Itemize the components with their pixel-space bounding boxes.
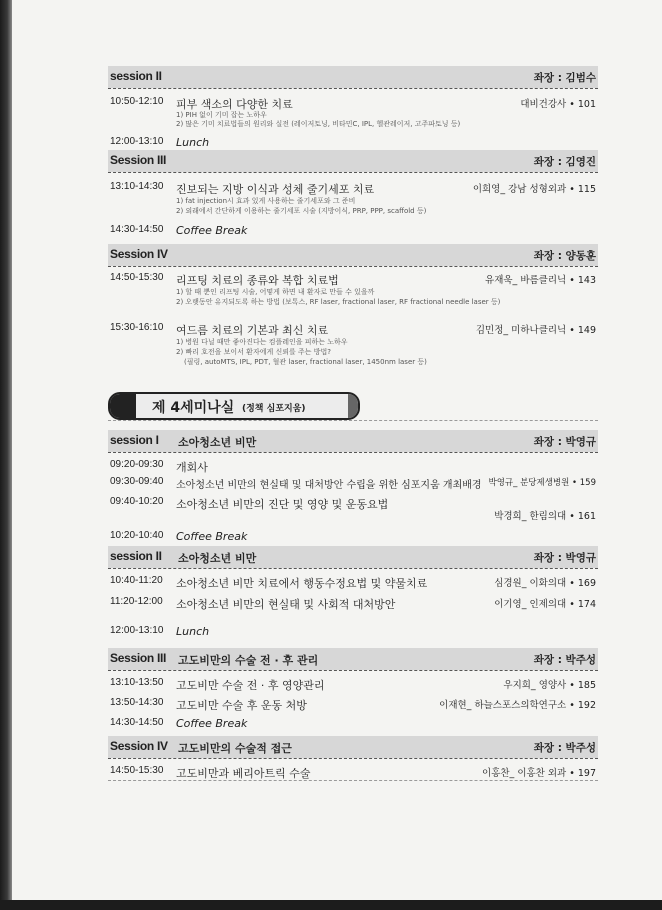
time-slot: 11:20-12:00 [110,596,163,607]
talk-subtopic: 2) 오랫동안 유지되도록 하는 방법 (보톡스, RF laser, fractional laser, RF fractional needle laser 등) [176,298,501,306]
session-name: Session III [110,651,167,665]
schedule-page [108,0,598,900]
time-slot: 14:50-15:30 [110,272,164,283]
talk-title: 피부 색소의 다양한 치료 [176,98,293,111]
speaker: 이홍찬_ 이홍찬 외과 • 197 [482,768,596,779]
session-name: Session IV [110,739,168,753]
talk-title: 고도비만 수술 후 운동 처방 [176,699,307,712]
session-chair: 좌장 : 박주성 [533,654,596,666]
talk-title: 리프팅 치료의 종류와 복합 치료법 [176,274,339,287]
talk-title: 진보되는 지방 이식과 성체 줄기세포 치료 [176,183,375,196]
time-slot: 13:10-13:50 [110,677,164,688]
time-slot: 14:30-14:50 [110,717,164,728]
session-header [108,648,598,670]
session-chair: 좌장 : 박영규 [533,436,596,448]
speaker: 김민정_ 미하나클리닉 • 149 [475,325,596,336]
banner-cap [110,394,136,418]
speaker: 유재욱_ 바름클리닉 • 143 [485,275,596,286]
time-slot: 13:10-14:30 [110,181,164,192]
speaker: 이재현_ 하늘스포스의학연구소 • 192 [439,700,596,711]
speaker: 박영규_ 분당제생병원 • 159 [488,478,596,488]
talk-subtopic: 1) fat injection시 효과 있게 사용하는 줄기세포와 그 준비 [176,197,356,205]
talk-title: 소아청소년 비만의 현실태 및 대처방안 수립을 위한 심포지움 개최배경 [176,480,482,491]
seminar-room-banner [108,392,360,420]
talk-subtopic: 1) 병원 다닐 때만 좋아진다는 컴플레인을 피하는 노하우 [176,338,348,346]
talk-subtopic: 2) 많은 기미 치료법들의 원리와 실전 (레이저토닝, 비타민C, IPL, 헬관레이저, 고주파토닝 등) [176,120,461,128]
session-header [108,736,598,758]
break-label: Coffee Break [176,224,248,237]
session-topic: 고도비만의 수술적 접근 [178,742,292,755]
time-slot: 09:30-09:40 [110,476,164,487]
session-header [108,150,598,172]
speaker: 이희영_ 강남 성형외과 • 115 [472,184,596,195]
time-slot: 15:30-16:10 [110,322,164,333]
session-chair: 좌장 : 김범수 [533,72,596,84]
session-name: session I [110,433,159,447]
time-slot: 09:20-09:30 [110,459,164,470]
talk-title: 소아청소년 비만 치료에서 행동수정요법 및 약물치료 [176,577,428,590]
banner-title: 제 4세미나실 [152,400,235,416]
page-binding-shadow [0,0,12,910]
session-header [108,546,598,568]
time-slot: 10:20-10:40 [110,530,164,541]
time-slot: 14:30-14:50 [110,224,164,235]
time-slot: 10:40-11:20 [110,575,163,586]
session-chair: 좌장 : 김영진 [533,156,596,168]
time-slot: 09:40-10:20 [110,496,164,507]
session-chair: 좌장 : 박영규 [533,552,596,564]
session-name: Session IV [110,247,168,261]
session-name: Session III [110,153,167,167]
divider [108,420,598,421]
talk-subtopic: 2) 빠리 호전을 보이서 환자에게 신뢰를 주는 방법? [176,348,331,356]
session-chair: 좌장 : 양동훈 [533,250,596,262]
speaker: 대비건강사 • 101 [520,99,596,110]
time-slot: 13:50-14:30 [110,697,164,708]
speaker: 심경원_ 이화의대 • 169 [494,578,596,589]
break-label: Coffee Break [176,530,248,543]
session-chair: 좌장 : 박주성 [533,742,596,754]
time-slot: 10:50-12:10 [110,96,164,107]
session-header [108,66,598,88]
scan-bottom-edge [0,900,662,910]
session-header [108,244,598,266]
talk-title: 소아청소년 비만의 진단 및 영양 및 운동요법 [176,498,389,511]
talk-title: 개회사 [176,461,208,474]
session-topic: 고도비만의 수술 전 · 후 관리 [178,654,319,667]
break-label: Lunch [176,625,210,638]
break-label: Coffee Break [176,717,248,730]
divider [108,780,598,781]
time-slot: 12:00-13:10 [110,136,164,147]
session-topic: 소아청소년 비만 [178,552,257,565]
talk-title: 고도비만과 베리아트릭 수술 [176,767,311,780]
talk-title: 여드름 치료의 기본과 최신 치료 [176,324,329,337]
time-slot: 14:50-15:30 [110,765,164,776]
break-label: Lunch [176,136,210,149]
session-name: session II [110,69,162,83]
talk-title: 소아청소년 비만의 현실태 및 사회적 대처방안 [176,598,396,611]
talk-subtopic: 2) 외래에서 간단하게 이용하는 줄기세포 시술 (지방이식, PRP, PPP, scaffold 등) [176,207,427,215]
time-slot: 12:00-13:10 [110,625,164,636]
talk-subtopic: 1) PIH 없이 기미 잡는 노하우 [176,111,267,119]
session-topic: 소아청소년 비만 [178,436,257,449]
speaker: 박경희_ 한림의대 • 161 [494,511,596,522]
speaker: 우지희_ 영양사 • 185 [503,680,596,691]
speaker: 이기영_ 인제의대 • 174 [494,599,596,610]
talk-title: 고도비만 수술 전 · 후 영양관리 [176,679,325,692]
banner-cap-right [348,394,358,418]
talk-subtopic: 1) 할 때 뿐인 리프팅 시술, 어떻게 하면 내 환자로 만들 수 있을까 [176,288,375,296]
session-name: session II [110,549,162,563]
session-header [108,430,598,452]
banner-subtitle: (정책 심포지움) [242,404,306,414]
talk-subtopic: (필링, autoMTS, IPL, PDT, 혈관 laser, fractional laser, 1450nm laser 등) [184,358,427,366]
